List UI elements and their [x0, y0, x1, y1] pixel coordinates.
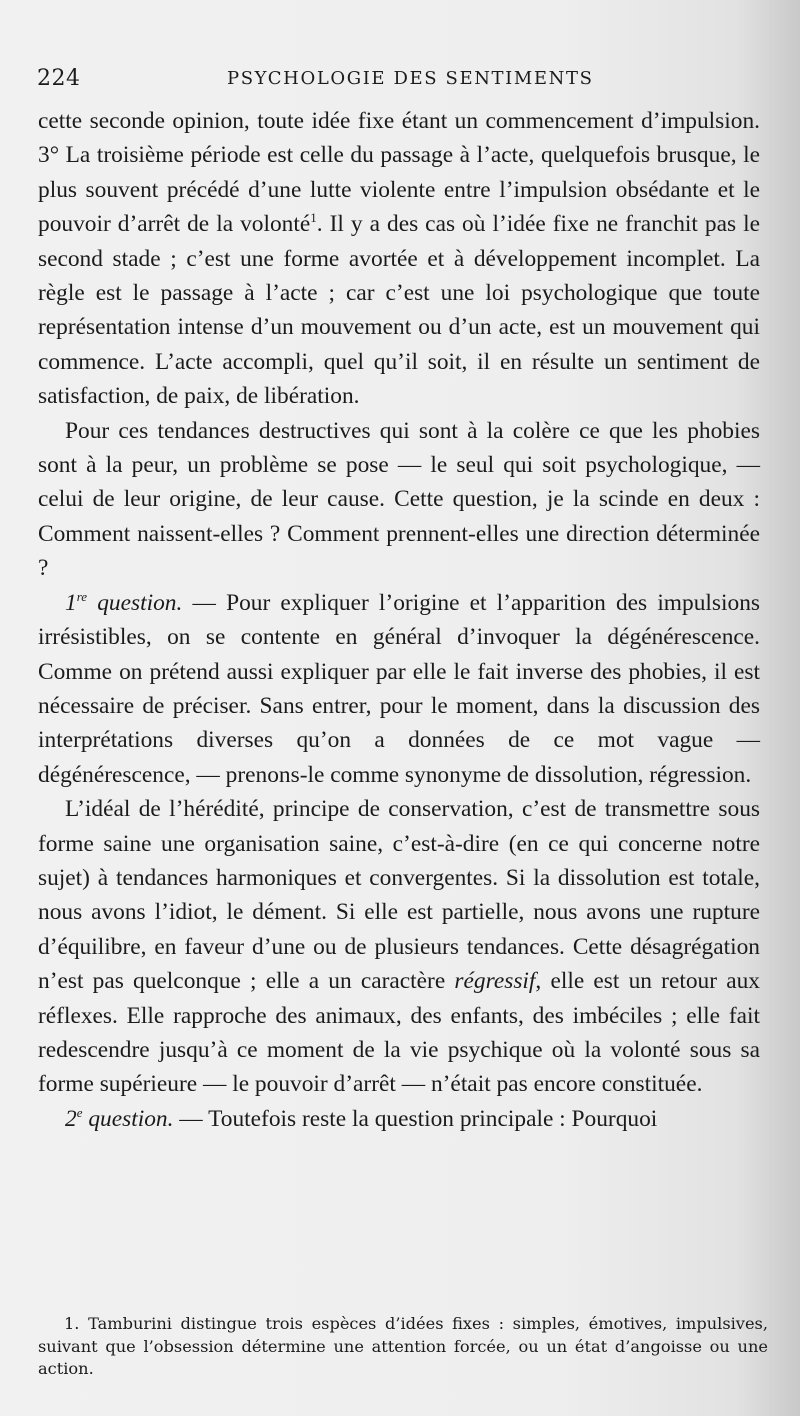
footnote-1: 1. Tamburini distingue trois espèces d’idées fixes : simples, émotives, impulsives, suivant que l’obsession détermine une attention forcée, ou un état d’angoisse ou une action. [38, 1314, 768, 1378]
paragraph-first-question: 1re question. — Pour expliquer l’origine et l’apparition des impulsions irrésistibles, on se contente en général d’invoquer la dégénérescence. Comme on prétend aussi expliquer par elle le fait inverse des phobies, il est nécessaire de préciser. Sans entrer, pour le moment, dans la discussion des interprétations diverses qu’on a données de ce mot vague — dégénérescence, — prenons-le comme synonyme de dissolution, régression. [38, 588, 760, 788]
paragraph-second-question: 2e question. — Toutefois reste la question principale : Pourquoi [65, 1104, 658, 1132]
paragraph-heredity: L’idéal de l’hérédité, principe de conservation, c’est de transmettre sous forme saine une organisation saine, c’est-à-dire (en ce qui concerne notre sujet) à tendances harmoniques et convergentes. Si la dissolution est totale, nous avons l’idiot, le dément. Si elle est partielle, nous avons une rupture d’équilibre, en faveur d’une ou de plusieurs tendances. Cette désagrégation n’est pas quelconque ; elle a un caractère régressif, elle est un retour aux réflexes. Elle rapproche des animaux, des enfants, des imbéciles ; elle fait redescendre jusqu’à ce moment de la vie psychique où la volonté sous sa forme supérieure — le pouvoir d’arrêt — n’était pas encore constituée. [38, 796, 760, 1098]
second-question-label: 2e question. [65, 1104, 174, 1132]
footnote-number: 1. [64, 1314, 80, 1333]
footnotes [38, 1313, 768, 1381]
body-text [38, 104, 760, 1136]
running-header [37, 62, 757, 96]
footnote-ref: 1 [310, 210, 317, 226]
page-number: 224 [37, 66, 81, 91]
first-question-label: 1re question. [65, 588, 183, 616]
running-title: PSYCHOLOGIE DES SENTIMENTS [227, 68, 594, 89]
paragraph-continuation: cette seconde opinion, toute idée fixe étant un commencement d’impulsion. 3° La troisième période est celle du passage à l’acte, quelquefois brusque, le plus souvent précédé d’une lutte violente entre l’impulsion obsédante et le pouvoir d’arrêt de la volonté$^1$. Il y a des cas où l’idée fixe ne franchit pas le second stade ; c’est une forme avortée et à développement incomplet. La règle est le passage à l’acte ; car c’est une loi psychologique que toute représentation intense d’un mouvement ou d’un acte, est un mouvement qui commence. L’acte accompli, quel qu’il soit, il en résulte un sentiment de satisfaction, de paix, de libération. [38, 108, 760, 410]
emphasis-regressif: régressif [454, 968, 536, 995]
paragraph-destructive-tendencies: Pour ces tendances destructives qui sont à la colère ce que les phobies sont à la peur, un problème se pose — le seul qui soit psychologique, — celui de leur origine, de leur cause. Cette question, je la scinde en deux : Comment naissent-elles ? Comment prennent-elles une direction déterminée ? [38, 417, 760, 582]
